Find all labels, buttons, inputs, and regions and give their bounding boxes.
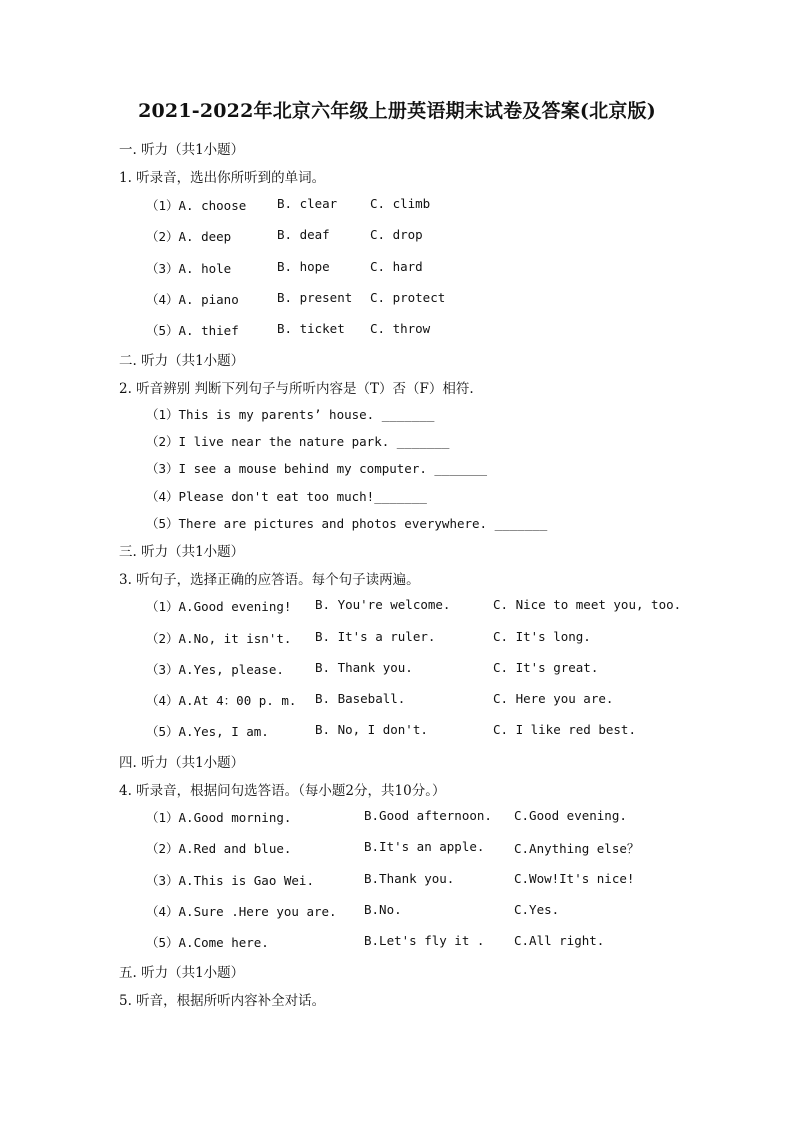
option-a: （1）A.Good evening! <box>146 599 292 614</box>
option-c: C. I like red best. <box>493 722 636 737</box>
option-b: B. clear <box>277 196 338 211</box>
option-a: （1）A.Good morning. <box>146 810 292 825</box>
option-b: B. present <box>277 290 353 305</box>
option-a: （2）A. deep <box>146 229 232 244</box>
option-c: C.Good evening. <box>514 808 627 823</box>
option-a: （4）A.Sure .Here you are. <box>146 904 337 919</box>
page-title: 2021-2022年北京六年级上册英语期末试卷及答案(北京版) <box>138 100 656 122</box>
option-b: B.Thank you. <box>364 871 455 886</box>
option-a: （4）A.At 4：00 p. m. <box>146 693 297 708</box>
section-heading: 二. 听力（共1小题） <box>119 353 245 369</box>
option-a: （2）A.No, it isn't. <box>146 631 292 646</box>
option-c: C. It's great. <box>493 660 599 675</box>
option-c: C. It's long. <box>493 629 591 644</box>
section-heading: 一. 听力（共1小题） <box>119 142 245 158</box>
option-c: C.Anything else？ <box>514 841 640 856</box>
statement-item: （3）I see a mouse behind my computer. _______ <box>146 461 488 476</box>
statement-item: （4）Please don't eat too much!_______ <box>146 489 427 504</box>
option-b: B. No, I don't. <box>315 722 428 737</box>
option-a: （3）A. hole <box>146 261 232 276</box>
option-c: C. Here you are. <box>493 691 614 706</box>
option-b: B. deaf <box>277 227 330 242</box>
option-b: B.No. <box>364 902 402 917</box>
option-a: （3）A.Yes, please. <box>146 662 284 677</box>
option-a: （5）A.Come here. <box>146 935 269 950</box>
section-heading: 四. 听力（共1小题） <box>119 755 245 771</box>
option-b: B. It's a ruler. <box>315 629 436 644</box>
option-b: B.Let's fly it . <box>364 933 485 948</box>
option-c: C. drop <box>370 227 423 242</box>
option-c: C. protect <box>370 290 446 305</box>
option-b: B. Thank you. <box>315 660 413 675</box>
option-a: （5）A. thief <box>146 323 239 338</box>
option-a: （3）A.This is Gao Wei. <box>146 873 314 888</box>
option-b: B.It's an apple. <box>364 839 485 854</box>
option-a: （5）A.Yes, I am. <box>146 724 269 739</box>
statement-item: （1）This is my parents’ house. _______ <box>146 407 435 422</box>
option-b: B. You're welcome. <box>315 597 451 612</box>
option-b: B.Good afternoon. <box>364 808 492 823</box>
option-a: （2）A.Red and blue. <box>146 841 292 856</box>
option-c: C. throw <box>370 321 431 336</box>
question-prompt: 5. 听音，根据所听内容补全对话。 <box>119 993 326 1009</box>
option-c: C.Wow!It's nice! <box>514 871 635 886</box>
question-prompt: 2. 听音辨别 判断下列句子与所听内容是（T）否（F）相符. <box>119 381 474 397</box>
option-b: B. Baseball. <box>315 691 406 706</box>
option-b: B. hope <box>277 259 330 274</box>
question-prompt: 4. 听录音，根据问句选答语。（每小题2分，共10分。） <box>119 783 446 799</box>
option-a: （4）A. piano <box>146 292 239 307</box>
statement-item: （2）I live near the nature park. _______ <box>146 434 450 449</box>
section-heading: 三. 听力（共1小题） <box>119 544 245 560</box>
option-c: C.All right. <box>514 933 605 948</box>
option-b: B. ticket <box>277 321 345 336</box>
option-a: （1）A. choose <box>146 198 247 213</box>
option-c: C.Yes. <box>514 902 560 917</box>
question-prompt: 1. 听录音，选出你所听到的单词。 <box>119 170 326 186</box>
option-c: C. hard <box>370 259 423 274</box>
statement-item: （5）There are pictures and photos everywhere. _______ <box>146 516 548 531</box>
option-c: C. climb <box>370 196 431 211</box>
option-c: C. Nice to meet you, too. <box>493 597 682 612</box>
section-heading: 五. 听力（共1小题） <box>119 965 245 981</box>
question-prompt: 3. 听句子，选择正确的应答语。每个句子读两遍。 <box>119 572 420 588</box>
